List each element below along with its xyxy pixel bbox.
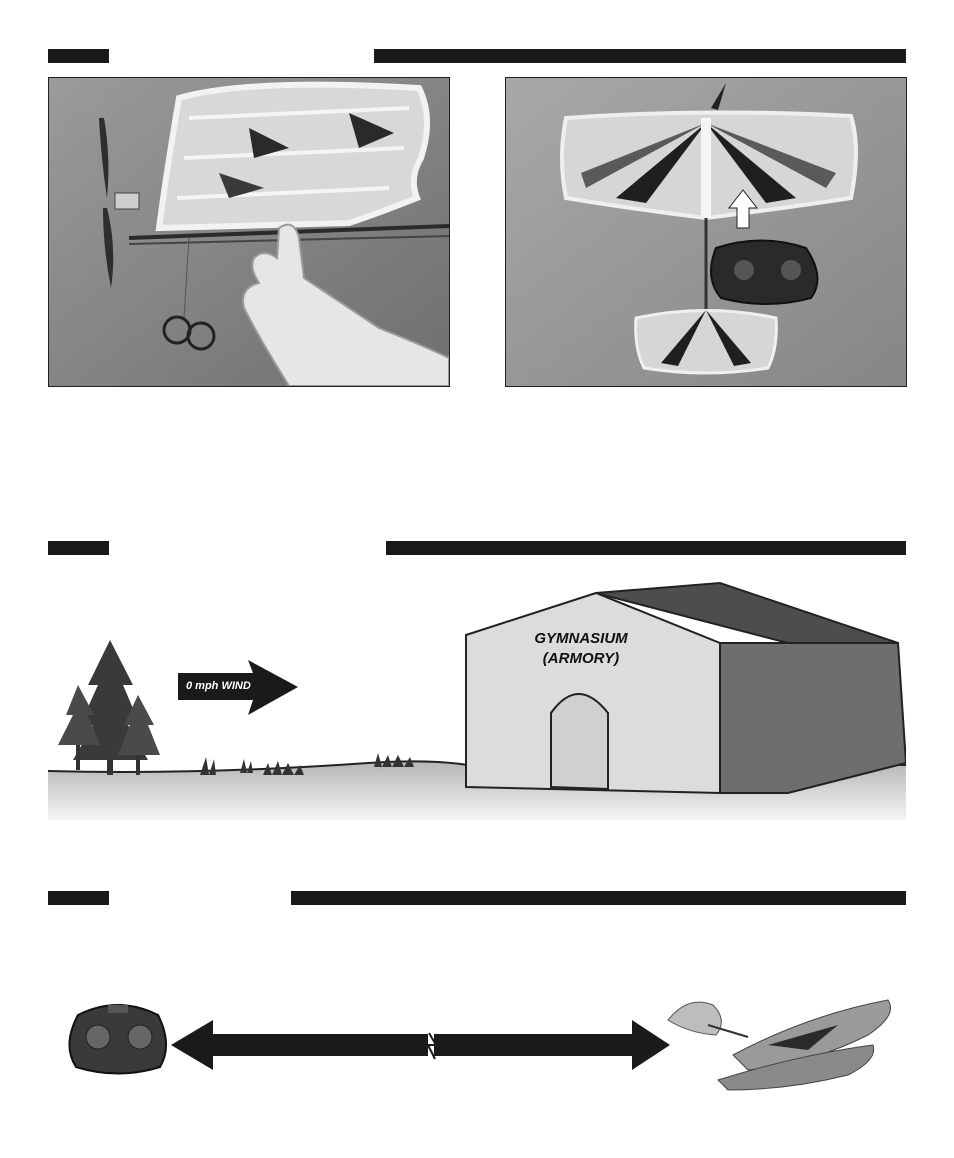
transmitter-to-airplane-range-icon [48, 975, 906, 1095]
wind-label: 0 mph WIND [186, 680, 251, 692]
range-illustration [48, 975, 906, 1095]
section-3-bar-long [291, 891, 906, 905]
photo-hand-launch [48, 77, 450, 387]
section-3-bar-short [48, 891, 109, 905]
airplane-held-in-hand-icon [49, 78, 449, 386]
section-1-bar-long [374, 49, 906, 63]
airplane-top-with-transmitter-icon [506, 78, 906, 386]
building-label-line1: GYMNASIUM [534, 630, 628, 647]
gymnasium-building-icon [466, 583, 906, 793]
photo-top-view [505, 77, 907, 387]
section-2-bar-short [48, 541, 109, 555]
airplane-icon [668, 1000, 891, 1090]
section-1-bar-short [48, 49, 109, 63]
flying-site-illustration [48, 575, 906, 820]
transmitter-icon [69, 1005, 166, 1074]
flying-site-scene [48, 575, 906, 820]
building-label-line2: (ARMORY) [542, 650, 620, 667]
trees-icon [58, 640, 160, 775]
section-2-bar-long [386, 541, 906, 555]
